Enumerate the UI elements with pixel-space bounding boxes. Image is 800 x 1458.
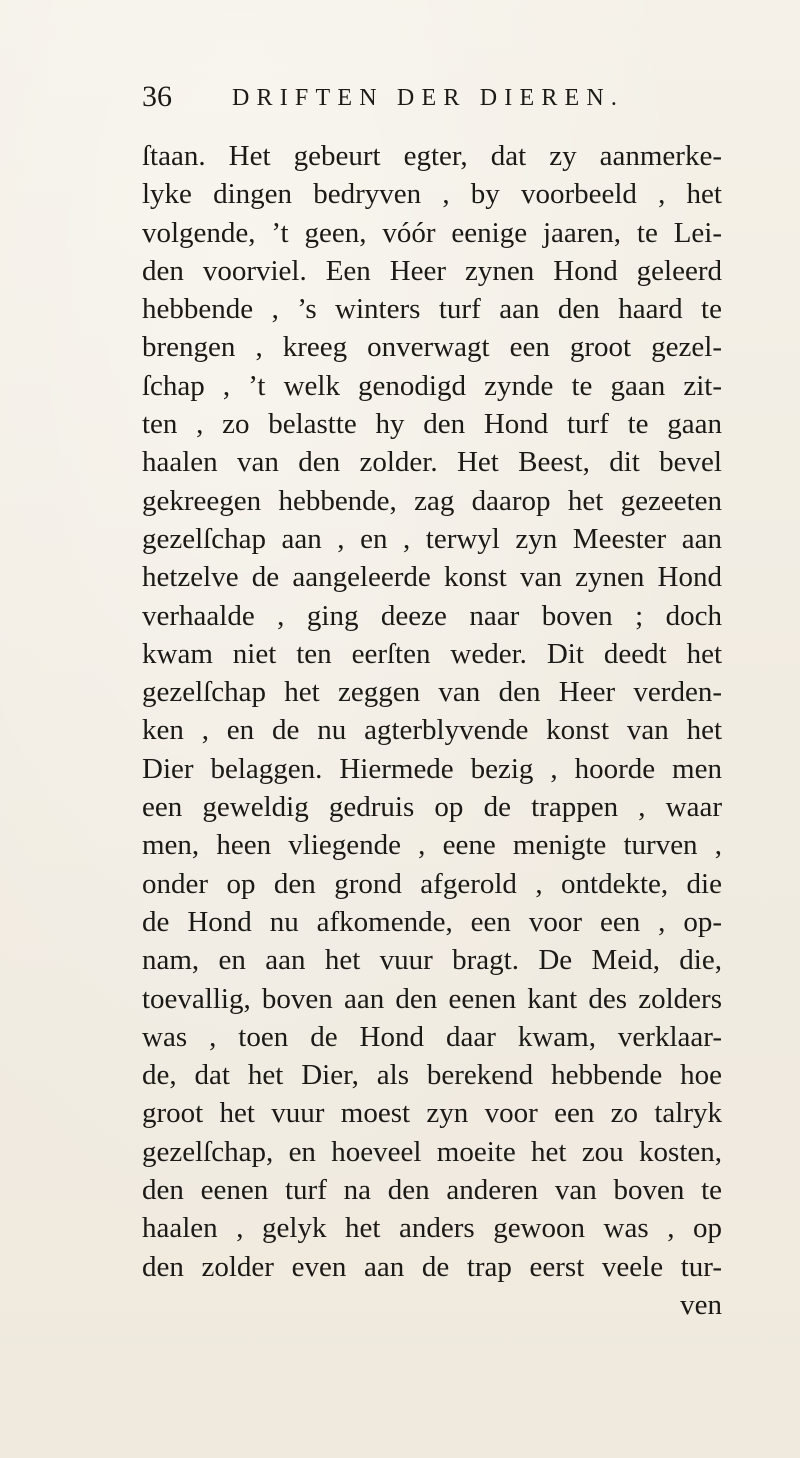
text-line: den eenen turf na den anderen van boven te <box>142 1174 722 1207</box>
text-line: gezelſchap, en hoeveel moeite het zou kosten, <box>142 1135 722 1168</box>
text-line: volgende, ’t geen, vóór eenige jaaren, te Lei- <box>142 216 722 249</box>
page-number: 36 <box>142 80 172 113</box>
text-line: hetzelve de aangeleerde konst van zynen Hond <box>142 561 722 594</box>
text-line: was , toen de Hond daar kwam, verklaar- <box>142 1020 722 1053</box>
text-line: Dier belaggen. Hiermede bezig , hoorde men <box>142 752 722 785</box>
text-line: den voorviel. Een Heer zynen Hond geleerd <box>142 254 722 287</box>
text-line: brengen , kreeg onverwagt een groot gezel- <box>142 331 722 364</box>
text-line: hebbende , ’s winters turf aan den haard te <box>142 293 722 326</box>
text-line: haalen van den zolder. Het Beest, dit bevel <box>142 446 722 479</box>
text-line: ſtaan. Het gebeurt egter, dat zy aanmerke- <box>142 140 722 172</box>
text-line: een geweldig gedruis op de trappen , waar <box>142 791 722 824</box>
page-header <box>142 80 722 120</box>
text-line: onder op den grond afgerold , ontdekte, die <box>142 867 722 900</box>
text-line: de Hond nu afkomende, een voor een , op- <box>142 905 722 938</box>
text-line: toevallig, boven aan den eenen kant des zolders <box>142 982 722 1015</box>
running-head: DRIFTEN DER DIEREN. <box>232 85 625 111</box>
text-line: gezelſchap het zeggen van den Heer verden- <box>142 676 722 709</box>
text-line: ken , en de nu agterblyvende konst van het <box>142 714 722 747</box>
text-line: haalen , gelyk het anders gewoon was , op <box>142 1212 722 1245</box>
text-line: nam, en aan het vuur bragt. De Meid, die, <box>142 944 722 977</box>
text-line: de, dat het Dier, als berekend hebbende hoe <box>142 1059 722 1092</box>
text-line: verhaalde , ging deeze naar boven ; doch <box>142 599 722 632</box>
text-line: ten , zo belastte hy den Hond turf te gaan <box>142 408 722 441</box>
text-line: gekreegen hebbende, zag daarop het gezeeten <box>142 484 722 517</box>
body-text <box>142 137 722 1324</box>
text-line: lyke dingen bedryven , by voorbeeld , het <box>142 178 722 211</box>
text-line: kwam niet ten eerſten weder. Dit deedt het <box>142 637 722 670</box>
text-line: gezelſchap aan , en , terwyl zyn Meester aan <box>142 522 722 555</box>
text-line: men, heen vliegende , eene menigte turven , <box>142 829 722 862</box>
text-line: ſchap , ’t welk genodigd zynde te gaan zit- <box>142 369 722 402</box>
text-line: den zolder even aan de trap eerst veele tur- <box>142 1250 722 1283</box>
text-line: groot het vuur moest zyn voor een zo talryk <box>142 1097 722 1130</box>
catchword: ven <box>680 1288 722 1321</box>
